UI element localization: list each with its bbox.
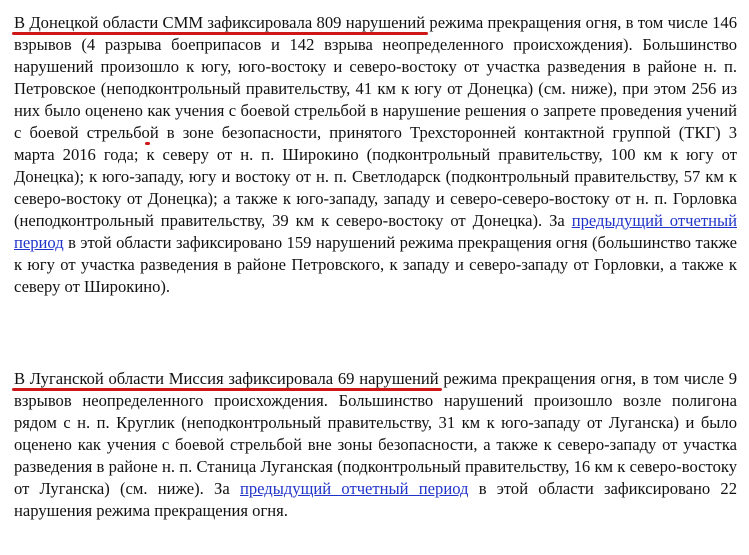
- highlighted-phrase-donetsk-violations: В Донецкой области СММ зафиксировала 809 нарушений: [14, 13, 426, 32]
- highlighted-phrase-live-fire: как учения с боевой стрельбой в нарушение решения о запрете проведения учений с: [14, 101, 737, 142]
- paragraph-text: режима прекращения огня, в том числе 9 взрывов неопределенного происхождения. Большинство нарушений произошло возле полигона рядом с н. п. Круглик (неподконтрольный правительству, 31 км к юго-западу от Луганска) и было оценено как учения с боевой стрельбой вне зоны безопасности, а также к северо-западу от участка разведения в районе н. п. Станица Луганская (подконтрольный правительству, 16 км к северо-востоку от Луганска) (см. ниже). За: [14, 369, 737, 498]
- paragraph-luhansk: [14, 368, 737, 522]
- previous-period-link[interactable]: предыдущий отчетный период: [14, 211, 737, 252]
- paragraph-text: боевой стрельбой в зоне безопасности, принятого Трехсторонней контактной группой (ТКГ) 3 марта 2016 года; к северу от н. п. Широкино (подконтрольный правительству, 100 км к югу от Донецка); к юго-западу, югу и востоку от н. п. Светлодарск (подконтрольный правительству, 57 км к северо-востоку от Донецка); а также к юго-западу, западу и северо-северо-востоку от н. п. Горловка (неподконтрольный правительству, 39 км к северо-востоку от Донецка). За: [14, 123, 737, 230]
- paragraph-text: режима прекращения огня, в том числе 146 взрывов (4 разрыва боеприпасов и 142 взрыва неопределенного происхождения). Большинство нарушений произошло к югу, юго-востоку и северо-востоку от участка разведения в районе н. п. Петровское (неподконтрольный правительству, 41 км к югу от Донецка) (см. ниже), при этом 256 из них было оценено: [14, 13, 738, 120]
- paragraph-text: в этой области зафиксировано 159 нарушений режима прекращения огня (большинство также к югу от участка разведения в районе Петровского, к западу и северо-западу от Горловки, а также к северу от Широкино).: [14, 233, 737, 296]
- previous-period-link[interactable]: предыдущий отчетный период: [239, 479, 469, 498]
- highlighted-phrase-luhansk-violations: В Луганской области Миссия зафиксировала 69 нарушений: [14, 369, 439, 388]
- paragraph-donetsk: [14, 12, 737, 298]
- paragraph-text: в этой области зафиксировано 22 нарушения режима прекращения огня.: [14, 479, 738, 520]
